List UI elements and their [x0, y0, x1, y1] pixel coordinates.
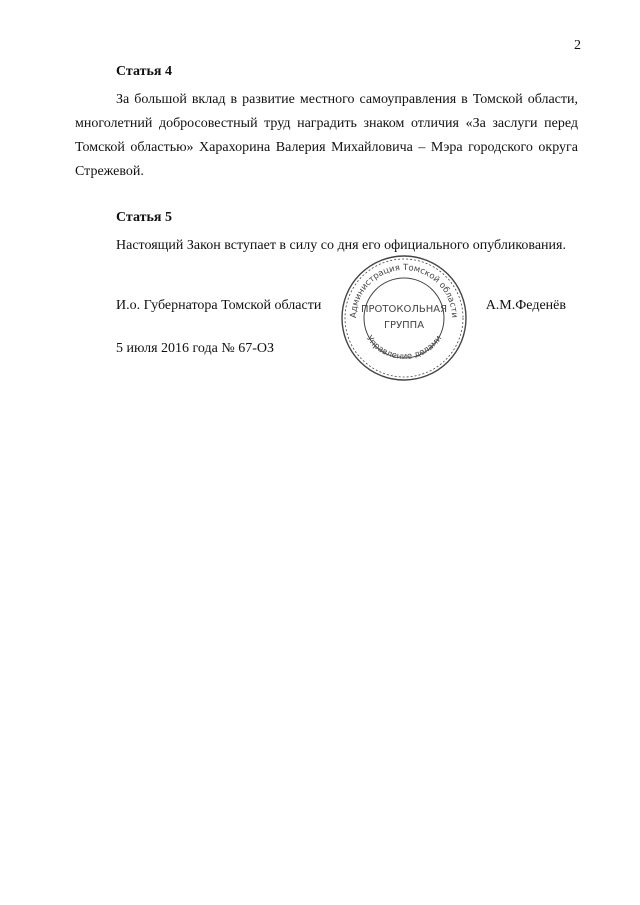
- article-5-body: Настоящий Закон вступает в силу со дня его официального опубликования.: [116, 238, 566, 253]
- stamp-center-line-2: ГРУППА: [383, 320, 425, 331]
- stamp-bottom-text: Управление делами: [363, 333, 445, 362]
- stamp-icon: [338, 252, 470, 384]
- article-4: [75, 64, 578, 184]
- page-number: 2: [574, 38, 581, 53]
- stamp-center-line-1: ПРОТОКОЛЬНАЯ: [360, 304, 448, 315]
- article-5: [116, 210, 578, 258]
- stamp-outer-text: Администрация Томской области: [348, 262, 460, 319]
- law-date: 5 июля 2016 года № 67-ОЗ: [116, 341, 274, 356]
- article-5-title: Статья 5: [116, 210, 172, 225]
- official-stamp: [338, 252, 470, 384]
- signer-name: А.М.Феденёв: [485, 298, 566, 313]
- article-4-body: За большой вклад в развитие местного самоуправления в Томской области, многолетний добросовестный труд наградить знаком отличия «За заслуги перед Томской областью» Харахорина Валерия Михайловича – Мэра городского округа Стрежевой.: [75, 92, 578, 179]
- article-4-title: Статья 4: [116, 64, 172, 79]
- signer-title: И.о. Губернатора Томской области: [116, 298, 322, 313]
